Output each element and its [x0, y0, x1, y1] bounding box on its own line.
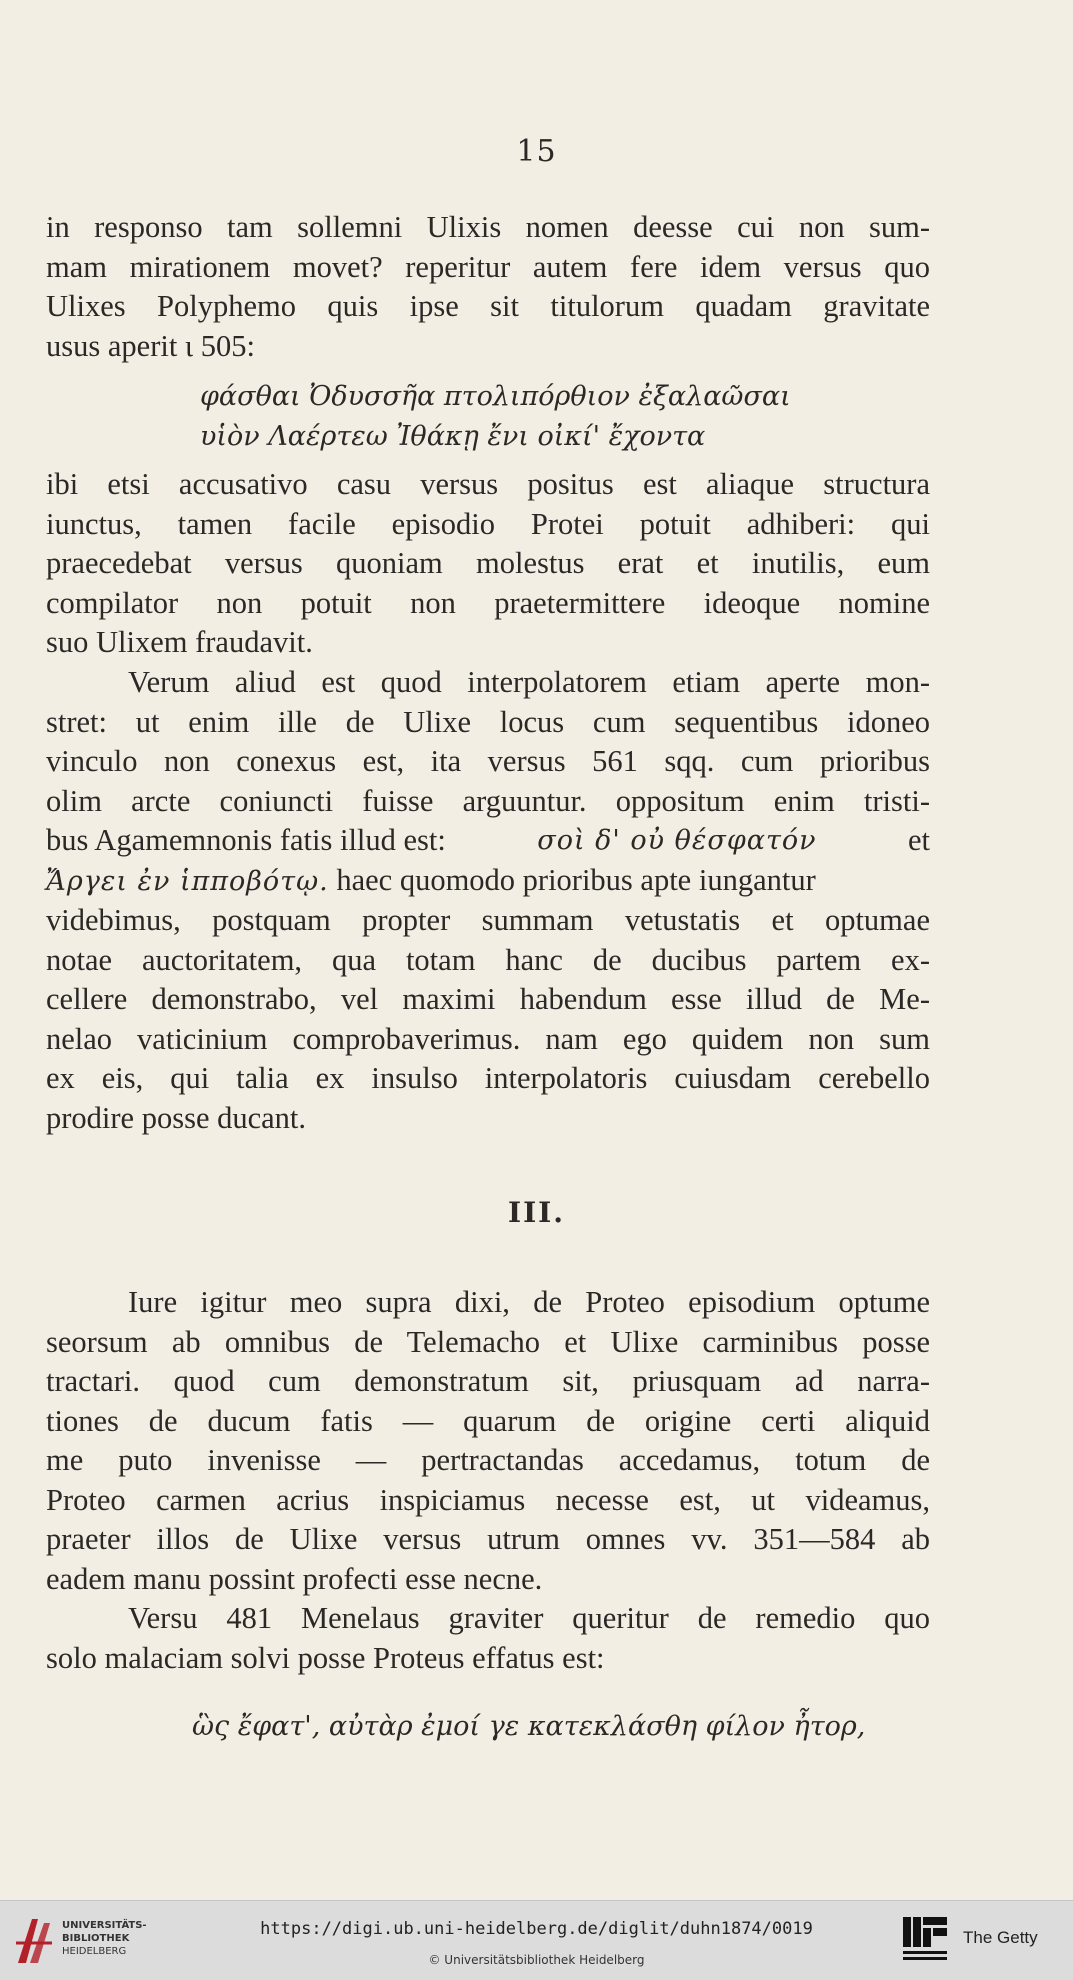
page-number: 15: [516, 134, 557, 169]
text-line: in responso tam sollemni Ulixis nomen deesse cui non sum-: [46, 210, 930, 244]
text-line: compilator non potuit non praetermittere ideoque nomine: [46, 585, 930, 620]
sponsor-name: The Getty: [963, 1928, 1038, 1947]
text-line: usus aperit ι 505:: [46, 328, 255, 363]
text-line: iunctus, tamen facile episodio Protei potuit adhiberi: qui: [46, 506, 930, 541]
latin-text: bus Agamemnonis fatis illud est:: [46, 823, 446, 857]
verse-line: υἱὸν Λαέρτεω Ἰθάκῃ ἔνι οἰκί' ἔχοντα: [200, 421, 706, 452]
text-line: ex eis, qui talia ex insulso interpolatoris cuiusdam cerebello: [46, 1061, 930, 1095]
getty-logo-icon: [903, 1917, 947, 1963]
text-line: Proteo carmen acrius inspiciamus necesse est, ut videamus,: [46, 1482, 930, 1517]
greek-quote: σοὶ δ' οὐ θέσφατόν: [537, 825, 817, 856]
permalink-url[interactable]: https://digi.ub.uni-heidelberg.de/diglit/duhn1874/0019: [260, 1919, 813, 1939]
text-line-mixed: [46, 821, 930, 861]
text-line: me puto invenisse — pertractandas accedamus, totum de: [46, 1443, 930, 1477]
verse-quote-2: [192, 1707, 866, 1747]
copyright-notice: © Universitätsbibliothek Heidelberg: [428, 1953, 645, 1967]
text-line: nelao vaticinium comprobaverimus. nam ego quidem non sum: [46, 1021, 930, 1056]
text-line: stret: ut enim ille de Ulixe locus cum sequentibus idoneo: [46, 704, 930, 739]
institution-line: BIBLIOTHEK: [62, 1933, 130, 1944]
text-line: cellere demonstrabo, vel maximi habendum esse illud de Me-: [46, 982, 930, 1016]
text-line: suo Ulixem fraudavit.: [46, 625, 313, 659]
text-line: solo malaciam solvi posse Proteus effatus est:: [46, 1640, 605, 1675]
text-line: eadem manu possint profecti esse necne.: [46, 1561, 543, 1596]
text-line-mixed: [46, 861, 930, 902]
institution-line: HEIDELBERG: [62, 1946, 127, 1957]
text-line: vinculo non conexus est, ita versus 561 sqq. cum prioribus: [46, 744, 930, 778]
text-line: Verum aliud est quod interpolatorem etiam aperte mon-: [128, 665, 930, 699]
paragraph-1: [46, 208, 930, 366]
latin-text: haec quomodo prioribus apte iungantur: [336, 862, 816, 897]
greek-quote: Ἄργει ἐν ἱπποβότῳ.: [46, 865, 329, 897]
text-line: mam mirationem movet? reperitur autem fere idem versus quo: [46, 249, 930, 284]
verse-line: ὣς ἔφατ', αὐτὰρ ἐμοί γε κατεκλάσθη φίλον ἦτορ,: [192, 1711, 866, 1742]
text-line: tiones de ducum fatis — quarum de origine certi aliquid: [46, 1403, 930, 1438]
text-line: videbimus, postquam propter summam vetustatis et optumae: [46, 903, 930, 937]
text-line: olim arcte coniuncti fuisse arguuntur. oppositum enim tristi-: [46, 783, 930, 818]
verse-line: φάσθαι Ὀδυσσῆα πτολιπόρθιον ἐξαλαῶσαι: [200, 381, 791, 412]
verse-quote-1: [200, 377, 840, 457]
text-line: praeter illos de Ulixe versus utrum omnes vv. 351—584 ab: [46, 1522, 930, 1556]
institution-line: UNIVERSITÄTS-: [62, 1920, 147, 1931]
text-line: prodire posse ducant.: [46, 1100, 307, 1135]
text-line: seorsum ab omnibus de Telemacho et Ulixe carminibus posse: [46, 1324, 930, 1359]
text-line: praecedebat versus quoniam molestus erat et inutilis, eum: [46, 546, 930, 580]
paragraph-2: [46, 465, 930, 663]
paragraph-4: [46, 1283, 930, 1678]
text-line: tractari. quod cum demonstratum sit, priusquam ad narra-: [46, 1364, 930, 1398]
paragraph-3: [46, 663, 930, 1138]
section-heading: III.: [507, 1196, 566, 1229]
text-line: Versu 481 Menelaus graviter queritur de remedio quo: [128, 1601, 930, 1635]
text-line: Ulixes Polyphemo quis ipse sit titulorum quadam gravitate: [46, 289, 930, 323]
viewer-footer: [0, 1900, 1073, 1980]
latin-text: et: [907, 823, 930, 857]
text-line: notae auctoritatem, qua totam hanc de ducibus partem ex-: [46, 942, 930, 977]
text-line: ibi etsi accusativo casu versus positus est aliaque structura: [46, 467, 930, 501]
text-line: Iure igitur meo supra dixi, de Proteo episodium optume: [128, 1285, 930, 1319]
